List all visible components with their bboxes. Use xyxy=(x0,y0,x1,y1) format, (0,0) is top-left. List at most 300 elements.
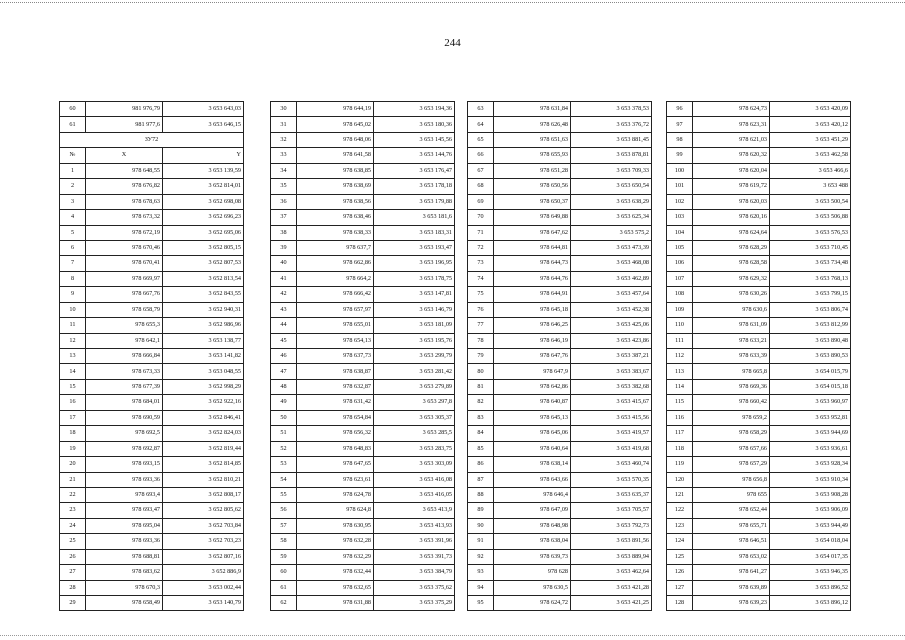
table-row xyxy=(271,240,455,255)
x-coordinate: 978 646,25 xyxy=(494,318,571,333)
y-coordinate: 3 653 183,31 xyxy=(374,225,455,240)
x-coordinate: 978 655,3 xyxy=(86,318,163,333)
x-coordinate: 978 646,19 xyxy=(494,333,571,348)
y-coordinate: 3 652 703,84 xyxy=(163,518,244,533)
table-row xyxy=(468,565,652,580)
y-coordinate: 3 653 806,74 xyxy=(770,302,851,317)
point-number: 80 xyxy=(468,364,494,379)
x-coordinate: 978 630,6 xyxy=(693,302,770,317)
point-number: 7 xyxy=(60,256,86,271)
y-coordinate: 3 653 812,99 xyxy=(770,318,851,333)
x-coordinate: 978 666,84 xyxy=(86,349,163,364)
x-coordinate: 978 654,84 xyxy=(297,410,374,425)
table-row xyxy=(60,349,244,364)
point-number: 50 xyxy=(271,410,297,425)
x-coordinate: 978 644,91 xyxy=(494,287,571,302)
y-coordinate: 3 653 139,59 xyxy=(163,163,244,178)
point-number: 84 xyxy=(468,426,494,441)
x-coordinate: 978 672,19 xyxy=(86,225,163,240)
x-coordinate: 978 646,51 xyxy=(693,534,770,549)
table-row xyxy=(60,287,244,302)
x-coordinate: 978 631,09 xyxy=(693,318,770,333)
point-number: 92 xyxy=(468,549,494,564)
y-coordinate: 3 652 695,06 xyxy=(163,225,244,240)
table-row xyxy=(468,194,652,209)
point-number: 126 xyxy=(667,565,693,580)
y-coordinate: 3 653 462,58 xyxy=(770,148,851,163)
x-coordinate: 978 670,46 xyxy=(86,240,163,255)
header-row xyxy=(60,148,244,163)
table-row xyxy=(667,379,851,394)
point-number: 99 xyxy=(667,148,693,163)
y-coordinate: 3 653 303,09 xyxy=(374,457,455,472)
table-row xyxy=(271,472,455,487)
x-coordinate: 978 653,02 xyxy=(693,549,770,564)
point-number: 2 xyxy=(60,179,86,194)
y-coordinate: 3 653 415,67 xyxy=(571,395,652,410)
y-coordinate: 3 653 576,53 xyxy=(770,225,851,240)
y-coordinate: 3 653 181,09 xyxy=(374,318,455,333)
y-coordinate: 3 653 457,64 xyxy=(571,287,652,302)
point-number: 28 xyxy=(60,580,86,595)
y-coordinate: 3 653 451,29 xyxy=(770,132,851,147)
point-number: 46 xyxy=(271,349,297,364)
table-row xyxy=(60,318,244,333)
point-number: 5 xyxy=(60,225,86,240)
y-coordinate: 3 653 452,38 xyxy=(571,302,652,317)
table-row xyxy=(60,472,244,487)
y-coordinate: 3 654 015,18 xyxy=(770,379,851,394)
x-coordinate: 978 655,93 xyxy=(494,148,571,163)
point-number: 26 xyxy=(60,549,86,564)
x-coordinate: 978 664,2 xyxy=(297,271,374,286)
table-row xyxy=(667,487,851,502)
y-coordinate: 3 653 908,28 xyxy=(770,487,851,502)
point-number: 41 xyxy=(271,271,297,286)
table-row xyxy=(60,240,244,255)
table-row xyxy=(468,179,652,194)
y-coordinate: 3 653 575,2 xyxy=(571,225,652,240)
y-coordinate: 3 653 194,36 xyxy=(374,102,455,117)
table-row xyxy=(667,580,851,595)
x-coordinate: 978 655 xyxy=(693,487,770,502)
y-coordinate: 3 653 048,55 xyxy=(163,364,244,379)
x-coordinate: 978 693,47 xyxy=(86,503,163,518)
y-coordinate: 3 653 281,42 xyxy=(374,364,455,379)
y-coordinate: 3 653 734,48 xyxy=(770,256,851,271)
x-coordinate: 978 620,32 xyxy=(693,148,770,163)
table-row xyxy=(667,549,851,564)
point-number: 44 xyxy=(271,318,297,333)
y-coordinate: 3 653 705,57 xyxy=(571,503,652,518)
y-coordinate: 3 653 890,53 xyxy=(770,349,851,364)
point-number: 88 xyxy=(468,487,494,502)
x-coordinate: 978 632,28 xyxy=(297,534,374,549)
y-coordinate: 3 652 807,16 xyxy=(163,549,244,564)
y-coordinate: 3 653 896,12 xyxy=(770,596,851,611)
y-coordinate: 3 653 799,15 xyxy=(770,287,851,302)
y-coordinate: 3 653 896,52 xyxy=(770,580,851,595)
y-coordinate: 3 653 145,56 xyxy=(374,132,455,147)
point-number: 67 xyxy=(468,163,494,178)
x-coordinate: 978 676,82 xyxy=(86,179,163,194)
point-number: 102 xyxy=(667,194,693,209)
y-coordinate: 3 652 805,62 xyxy=(163,503,244,518)
y-coordinate: 3 653 952,81 xyxy=(770,410,851,425)
point-number: 113 xyxy=(667,364,693,379)
point-number: 127 xyxy=(667,580,693,595)
table-row xyxy=(667,302,851,317)
table-row xyxy=(60,302,244,317)
table-row xyxy=(468,472,652,487)
point-number: 21 xyxy=(60,472,86,487)
table-row xyxy=(667,518,851,533)
y-coordinate: 3 653 462,89 xyxy=(571,271,652,286)
y-coordinate: 3 653 709,33 xyxy=(571,163,652,178)
y-coordinate: 3 653 421,25 xyxy=(571,596,652,611)
table-row xyxy=(667,194,851,209)
y-coordinate: 3 653 466,6 xyxy=(770,163,851,178)
x-coordinate: 978 623,31 xyxy=(693,117,770,132)
x-coordinate: 978 632,29 xyxy=(297,549,374,564)
x-coordinate: 978 669,97 xyxy=(86,271,163,286)
table-row xyxy=(60,534,244,549)
point-number: 72 xyxy=(468,240,494,255)
y-coordinate: 3 653 376,72 xyxy=(571,117,652,132)
y-coordinate: 3 653 506,88 xyxy=(770,210,851,225)
x-coordinate: 978 642,86 xyxy=(494,379,571,394)
point-number: 121 xyxy=(667,487,693,502)
point-number: 124 xyxy=(667,534,693,549)
table-row xyxy=(60,457,244,472)
x-coordinate: 978 670,41 xyxy=(86,256,163,271)
table-row xyxy=(60,333,244,348)
x-coordinate: 978 645,18 xyxy=(494,302,571,317)
point-number: 101 xyxy=(667,179,693,194)
y-coordinate: 3 653 387,21 xyxy=(571,349,652,364)
x-coordinate: 978 628,29 xyxy=(693,240,770,255)
x-coordinate: 978 632,87 xyxy=(297,379,374,394)
table-row xyxy=(271,302,455,317)
point-number: 39 xyxy=(271,240,297,255)
table-row xyxy=(667,364,851,379)
x-coordinate: 978 647,62 xyxy=(494,225,571,240)
table-row xyxy=(468,379,652,394)
point-number: 71 xyxy=(468,225,494,240)
x-coordinate: 978 692,87 xyxy=(86,441,163,456)
scan-edge-bottom xyxy=(0,635,905,636)
x-coordinate: 978 644,19 xyxy=(297,102,374,117)
x-coordinate: 978 657,29 xyxy=(693,457,770,472)
x-coordinate: 978 646,4 xyxy=(494,487,571,502)
x-coordinate: 978 693,36 xyxy=(86,472,163,487)
point-number: 47 xyxy=(271,364,297,379)
point-number: 36 xyxy=(271,194,297,209)
table-row xyxy=(667,534,851,549)
y-coordinate: 3 652 696,23 xyxy=(163,210,244,225)
coordinates-table-3 xyxy=(467,101,652,611)
point-number: 58 xyxy=(271,534,297,549)
y-coordinate: 3 653 944,69 xyxy=(770,426,851,441)
x-coordinate: 978 628,58 xyxy=(693,256,770,271)
point-number: 91 xyxy=(468,534,494,549)
x-coordinate: 978 695,04 xyxy=(86,518,163,533)
table-row xyxy=(60,518,244,533)
y-coordinate: 3 653 176,47 xyxy=(374,163,455,178)
x-coordinate: 978 660,42 xyxy=(693,395,770,410)
y-coordinate: 3 653 881,45 xyxy=(571,132,652,147)
point-number: 116 xyxy=(667,410,693,425)
table-row xyxy=(667,132,851,147)
table-row xyxy=(271,364,455,379)
table-row xyxy=(667,596,851,611)
y-coordinate: 3 653 889,94 xyxy=(571,549,652,564)
table-row xyxy=(667,441,851,456)
x-coordinate: 978 640,64 xyxy=(494,441,571,456)
point-number: 33 xyxy=(271,148,297,163)
x-coordinate: 978 651,63 xyxy=(494,132,571,147)
point-number: 57 xyxy=(271,518,297,533)
point-number: 37 xyxy=(271,210,297,225)
table-row xyxy=(60,487,244,502)
x-coordinate: 978 673,33 xyxy=(86,364,163,379)
x-coordinate: 978 645,13 xyxy=(494,410,571,425)
table-row xyxy=(60,410,244,425)
y-coordinate: 3 653 946,35 xyxy=(770,565,851,580)
point-number: 53 xyxy=(271,457,297,472)
y-coordinate: 3 653 383,67 xyxy=(571,364,652,379)
table-row xyxy=(468,518,652,533)
x-coordinate: 978 638,46 xyxy=(297,210,374,225)
table-row xyxy=(271,518,455,533)
point-number: 11 xyxy=(60,318,86,333)
x-coordinate: 978 659,2 xyxy=(693,410,770,425)
x-coordinate: 978 662,86 xyxy=(297,256,374,271)
x-coordinate: 978 638,87 xyxy=(297,364,374,379)
table-row xyxy=(468,102,652,117)
y-coordinate: 3 654 017,35 xyxy=(770,549,851,564)
table-row xyxy=(468,333,652,348)
y-coordinate: 3 653 378,53 xyxy=(571,102,652,117)
x-coordinate: 978 620,03 xyxy=(693,194,770,209)
y-coordinate: 3 654 018,04 xyxy=(770,534,851,549)
header-number: № xyxy=(60,148,86,163)
point-number: 19 xyxy=(60,441,86,456)
point-number: 13 xyxy=(60,349,86,364)
point-number: 23 xyxy=(60,503,86,518)
table-row xyxy=(468,302,652,317)
x-coordinate: 978 626,48 xyxy=(494,117,571,132)
x-coordinate: 978 624,78 xyxy=(297,487,374,502)
y-coordinate: 3 653 375,29 xyxy=(374,596,455,611)
x-coordinate: 978 637,73 xyxy=(297,349,374,364)
table-row xyxy=(667,333,851,348)
point-number: 1 xyxy=(60,163,86,178)
x-coordinate: 978 629,32 xyxy=(693,271,770,286)
point-number: 15 xyxy=(60,379,86,394)
y-coordinate: 3 652 986,96 xyxy=(163,318,244,333)
point-number: 86 xyxy=(468,457,494,472)
point-number: 68 xyxy=(468,179,494,194)
x-coordinate: 978 645,06 xyxy=(494,426,571,441)
table-row xyxy=(60,426,244,441)
point-number: 78 xyxy=(468,333,494,348)
y-coordinate: 3 653 180,36 xyxy=(374,117,455,132)
table-row xyxy=(468,596,652,611)
point-number: 20 xyxy=(60,457,86,472)
y-coordinate: 3 653 423,86 xyxy=(571,333,652,348)
table-row xyxy=(271,210,455,225)
x-coordinate: 978 654,13 xyxy=(297,333,374,348)
table-row xyxy=(667,271,851,286)
table-row xyxy=(667,117,851,132)
table-row xyxy=(60,163,244,178)
point-number: 118 xyxy=(667,441,693,456)
y-coordinate: 3 654 015,79 xyxy=(770,364,851,379)
y-coordinate: 3 653 462,64 xyxy=(571,565,652,580)
y-coordinate: 3 653 415,56 xyxy=(571,410,652,425)
point-number: 107 xyxy=(667,271,693,286)
point-number: 25 xyxy=(60,534,86,549)
point-number: 34 xyxy=(271,163,297,178)
point-number: 77 xyxy=(468,318,494,333)
y-coordinate: 3 653 468,08 xyxy=(571,256,652,271)
x-coordinate: 978 641,58 xyxy=(297,148,374,163)
x-coordinate: 978 648,83 xyxy=(297,441,374,456)
x-coordinate: 978 638,85 xyxy=(297,163,374,178)
point-number: 105 xyxy=(667,240,693,255)
y-coordinate: 3 652 805,15 xyxy=(163,240,244,255)
point-number: 54 xyxy=(271,472,297,487)
point-number: 122 xyxy=(667,503,693,518)
y-coordinate: 3 653 473,39 xyxy=(571,240,652,255)
y-coordinate: 3 653 638,29 xyxy=(571,194,652,209)
point-number: 90 xyxy=(468,518,494,533)
x-coordinate: 978 644,76 xyxy=(494,271,571,286)
table-row xyxy=(271,102,455,117)
x-coordinate: 978 640,87 xyxy=(494,395,571,410)
y-coordinate: 3 653 147,81 xyxy=(374,287,455,302)
table-row xyxy=(667,148,851,163)
y-coordinate: 3 653 420,12 xyxy=(770,117,851,132)
point-number: 8 xyxy=(60,271,86,286)
table-row xyxy=(271,596,455,611)
y-coordinate: 3 652 843,55 xyxy=(163,287,244,302)
y-coordinate: 3 653 416,08 xyxy=(374,472,455,487)
x-coordinate: 978 678,63 xyxy=(86,194,163,209)
point-number: 89 xyxy=(468,503,494,518)
point-number: 31 xyxy=(271,117,297,132)
table-row xyxy=(468,210,652,225)
x-coordinate: 981 976,79 xyxy=(86,102,163,117)
point-number: 17 xyxy=(60,410,86,425)
point-number: 56 xyxy=(271,503,297,518)
point-number: 66 xyxy=(468,148,494,163)
x-coordinate: 978 658,49 xyxy=(86,596,163,611)
table-row xyxy=(468,580,652,595)
x-coordinate: 978 669,36 xyxy=(693,379,770,394)
table-row xyxy=(60,256,244,271)
y-coordinate: 3 653 792,73 xyxy=(571,518,652,533)
point-number: 60 xyxy=(60,102,86,117)
table-row xyxy=(468,487,652,502)
table-row xyxy=(667,349,851,364)
table-row xyxy=(468,349,652,364)
y-coordinate: 3 652 814,01 xyxy=(163,179,244,194)
header-y: Y xyxy=(163,148,244,163)
y-coordinate: 3 653 181,6 xyxy=(374,210,455,225)
x-coordinate: 978 655,71 xyxy=(693,518,770,533)
table-row xyxy=(271,457,455,472)
point-number: 51 xyxy=(271,426,297,441)
table-row xyxy=(271,256,455,271)
y-coordinate: 3 653 944,49 xyxy=(770,518,851,533)
point-number: 81 xyxy=(468,379,494,394)
y-coordinate: 3 653 635,37 xyxy=(571,487,652,502)
point-number: 114 xyxy=(667,379,693,394)
table-row xyxy=(271,318,455,333)
x-coordinate: 978 655,01 xyxy=(297,318,374,333)
x-coordinate: 978 683,62 xyxy=(86,565,163,580)
table-row xyxy=(271,503,455,518)
x-coordinate: 978 658,79 xyxy=(86,302,163,317)
table-row xyxy=(271,333,455,348)
point-number: 117 xyxy=(667,426,693,441)
x-coordinate: 978 630,26 xyxy=(693,287,770,302)
x-coordinate: 978 656,32 xyxy=(297,426,374,441)
x-coordinate: 978 631,42 xyxy=(297,395,374,410)
y-coordinate: 3 653 138,77 xyxy=(163,333,244,348)
x-coordinate: 978 631,88 xyxy=(297,596,374,611)
y-coordinate: 3 653 928,34 xyxy=(770,457,851,472)
y-coordinate: 3 653 196,95 xyxy=(374,256,455,271)
table-row xyxy=(60,179,244,194)
table-row xyxy=(271,194,455,209)
x-coordinate: 978 637,7 xyxy=(297,240,374,255)
table-row xyxy=(667,163,851,178)
table-row xyxy=(271,426,455,441)
point-number: 70 xyxy=(468,210,494,225)
table-row xyxy=(271,441,455,456)
x-coordinate: 978 647,76 xyxy=(494,349,571,364)
table-row xyxy=(468,549,652,564)
point-number: 3 xyxy=(60,194,86,209)
y-coordinate: 3 653 193,47 xyxy=(374,240,455,255)
y-coordinate: 3 652 940,31 xyxy=(163,302,244,317)
x-coordinate: 978 632,65 xyxy=(297,580,374,595)
table-row xyxy=(60,117,244,132)
x-coordinate: 978 639,23 xyxy=(693,596,770,611)
y-coordinate: 3 653 382,68 xyxy=(571,379,652,394)
y-coordinate: 3 653 179,88 xyxy=(374,194,455,209)
y-coordinate: 3 652 846,41 xyxy=(163,410,244,425)
y-coordinate: 3 653 419,68 xyxy=(571,441,652,456)
table-row xyxy=(271,410,455,425)
x-coordinate: 978 652,44 xyxy=(693,503,770,518)
table-row xyxy=(667,410,851,425)
table-row xyxy=(667,210,851,225)
y-coordinate: 3 653 646,15 xyxy=(163,117,244,132)
y-coordinate: 3 653 460,74 xyxy=(571,457,652,472)
x-coordinate: 978 630,5 xyxy=(494,580,571,595)
point-number: 120 xyxy=(667,472,693,487)
table-row xyxy=(667,565,851,580)
x-coordinate: 978 638,69 xyxy=(297,179,374,194)
y-coordinate: 3 653 570,35 xyxy=(571,472,652,487)
table-row xyxy=(60,549,244,564)
point-number: 64 xyxy=(468,117,494,132)
point-number: 55 xyxy=(271,487,297,502)
